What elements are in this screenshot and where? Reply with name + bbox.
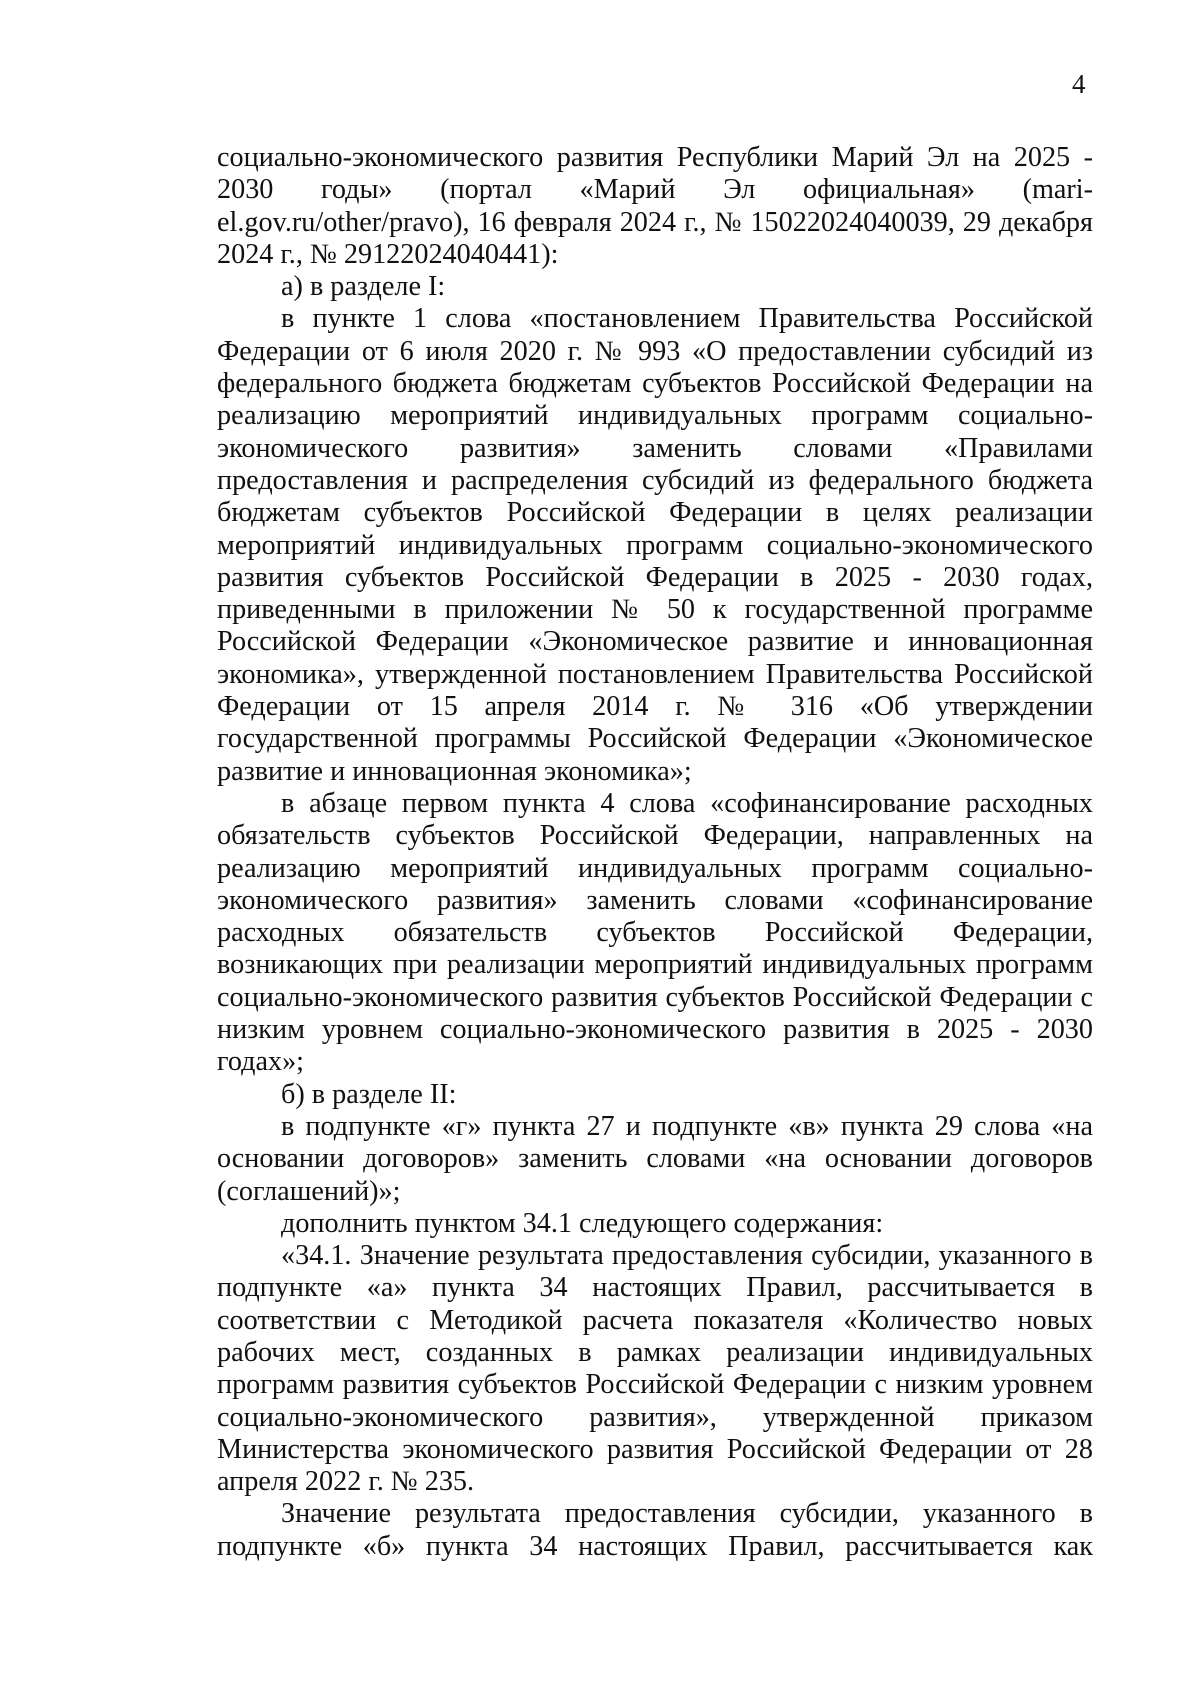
page-number: 4: [1072, 69, 1086, 99]
paragraph-section-b-heading: б) в разделе II:: [281, 1078, 457, 1110]
paragraph-points-27-29-amendment: в подпункте «г» пункта 27 и подпункте «в» пункта 29 слова «на основании договоров» заменить словами «на основании договоров (соглашений)»;: [217, 1110, 1093, 1207]
paragraph-section-a-heading: а) в разделе I:: [281, 271, 446, 303]
document-body: [217, 142, 1093, 1563]
paragraph-point-34-1-text: «34.1. Значение результата предоставления субсидии, указанного в подпункте «а» пункта 34 настоящих Правил, рассчитывается в соответствии с Методикой расчета показателя «Количество новых рабочих мест, созданных в рамках реализации индивидуальных программ развития субъектов Российской Федерации с низким уровнем социально-экономического развития», утвержденной приказом Министерства экономического развития Российской Федерации от 28 апреля 2022 г. № 235.: [217, 1240, 1093, 1498]
paragraph-result-value: Значение результата предоставления субсидии, указанного в подпункте «б» пункта 34 настоящих Правил, рассчитывается как: [217, 1498, 1093, 1562]
paragraph-point-1-amendment: в пункте 1 слова «постановлением Правительства Российской Федерации от 6 июля 2020 г. № 993 «О предоставлении субсидий из федерального бюджета бюджетам субъектов Российской Федерации на реализацию мероприятий индивидуальных программ социально-экономического развития» заменить словами «Правилами предоставления и распределения субсидий из федерального бюджета бюджетам субъектов Российской Федерации в целях реализации мероприятий индивидуальных программ социально-экономического развития субъектов Российской Федерации в 2025 - 2030 годах, приведенными в приложении № 50 к государственной программе Российской Федерации «Экономическое развитие и инновационная экономика», утвержденной постановлением Правительства Российской Федерации от 15 апреля 2014 г. № 316 «Об утверждении государственной программы Российской Федерации «Экономическое развитие и инновационная экономика»;: [217, 303, 1093, 787]
paragraph-add-point-34-1: дополнить пунктом 34.1 следующего содержания:: [281, 1207, 884, 1239]
paragraph-point-4-amendment: в абзаце первом пункта 4 слова «софинансирование расходных обязательств субъектов Российской Федерации, направленных на реализацию мероприятий индивидуальных программ социально-экономического развития» заменить словами «софинансирование расходных обязательств субъектов Российской Федерации, возникающих при реализации мероприятий индивидуальных программ социально-экономического развития субъектов Российской Федерации с низким уровнем социально-экономического развития в 2025 - 2030 годах»;: [217, 787, 1093, 1078]
paragraph-continuation: социально-экономического развития Республики Марий Эл на 2025 - 2030 годы» (портал «Марий Эл официальная» (mari-el.gov.ru/other/pravo), 16 февраля 2024 г., № 15022024040039, 29 декабря 2024 г., № 29122024040441):: [217, 142, 1093, 270]
